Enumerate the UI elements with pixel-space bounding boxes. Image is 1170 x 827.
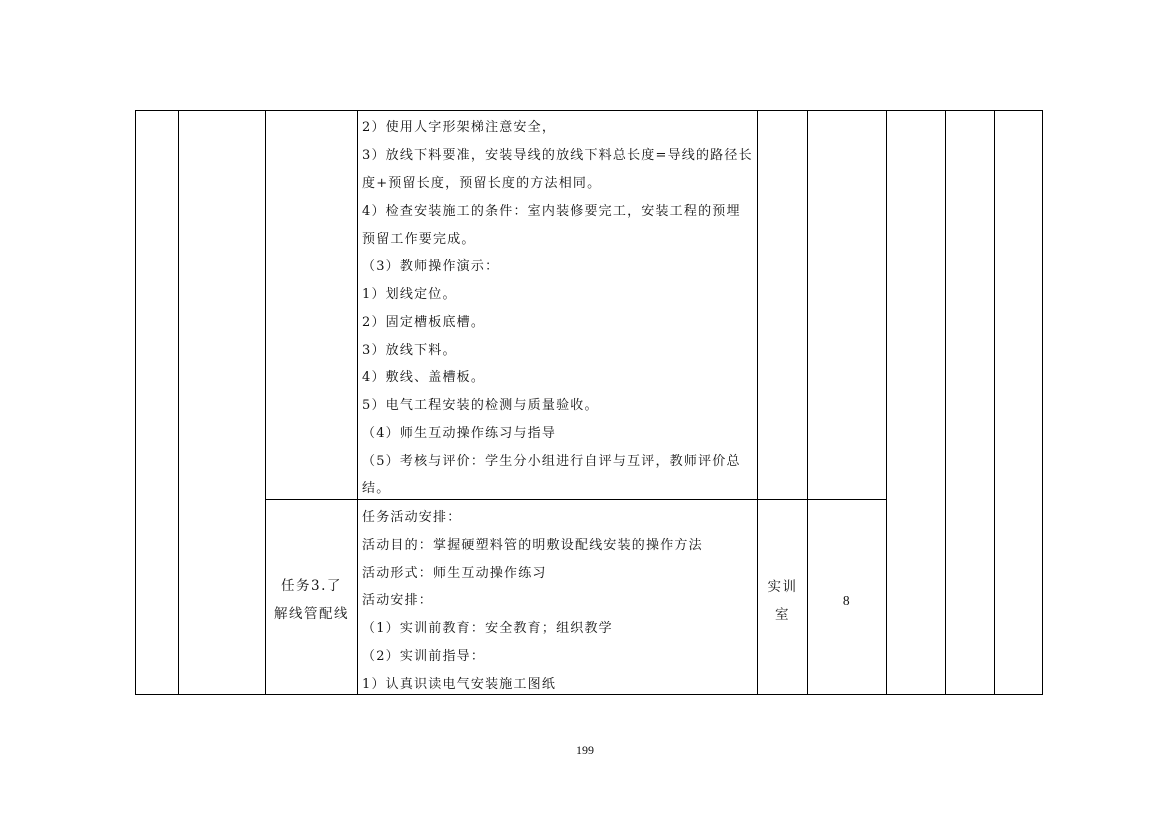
content-line: 活动形式：师生互动操作练习 [362, 566, 547, 581]
content-line: 活动目的：掌握硬塑料管的明敷设配线安装的操作方法 [362, 538, 703, 553]
column-divider [945, 110, 946, 695]
content-line: （4）师生互动操作练习与指导 [362, 426, 557, 441]
column-divider [994, 110, 995, 695]
content-line: 4）敷线、盖槽板。 [362, 370, 486, 385]
content-line: 活动安排： [362, 593, 434, 608]
content-line: 3）放线下料要准，安装导线的放线下料总长度=导线的路径长 [362, 148, 753, 163]
content-line: 3）放线下料。 [362, 343, 457, 358]
content-line: 任务活动安排： [362, 510, 462, 525]
content-line: 5）电气工程安装的检测与质量验收。 [362, 398, 599, 413]
location-line: 室 [775, 607, 790, 623]
table-right-border [1042, 110, 1043, 695]
content-line: （3）教师操作演示： [362, 259, 500, 274]
content-line: 2）固定槽板底槽。 [362, 315, 486, 330]
task-name-line: 解线管配线 [274, 606, 349, 622]
column-divider [178, 110, 179, 695]
location-line: 实训 [767, 579, 798, 595]
row-divider [265, 499, 887, 500]
page-number: 199 [576, 743, 594, 757]
content-line: 4）检查安装施工的条件：室内装修要完工，安装工程的预埋 [362, 204, 741, 219]
table-top-border [135, 110, 1043, 111]
hours-cell: 8 [842, 593, 852, 608]
column-divider [357, 110, 358, 695]
task-name-cell [266, 572, 357, 628]
content-line: 1）划线定位。 [362, 287, 457, 302]
location-cell [758, 573, 807, 629]
table-left-border [135, 110, 136, 695]
content-line: （5）考核与评价：学生分小组进行自评与互评，教师评价总 [362, 454, 741, 469]
content-line: （1）实训前教育：安全教育；组织教学 [362, 621, 613, 636]
table-bottom-border [135, 694, 1043, 695]
content-line: 2）使用人字形架梯注意安全， [362, 120, 557, 135]
column-divider [886, 110, 887, 695]
content-line: （2）实训前指导： [362, 649, 486, 664]
content-line: 结。 [362, 481, 391, 496]
content-line: 预留工作要完成。 [362, 232, 476, 247]
content-line: 1）认真识读电气安装施工图纸 [362, 677, 557, 692]
task-name-line: 任务3.了 [281, 578, 342, 594]
content-line: 度+预留长度，预留长度的方法相同。 [362, 176, 602, 191]
